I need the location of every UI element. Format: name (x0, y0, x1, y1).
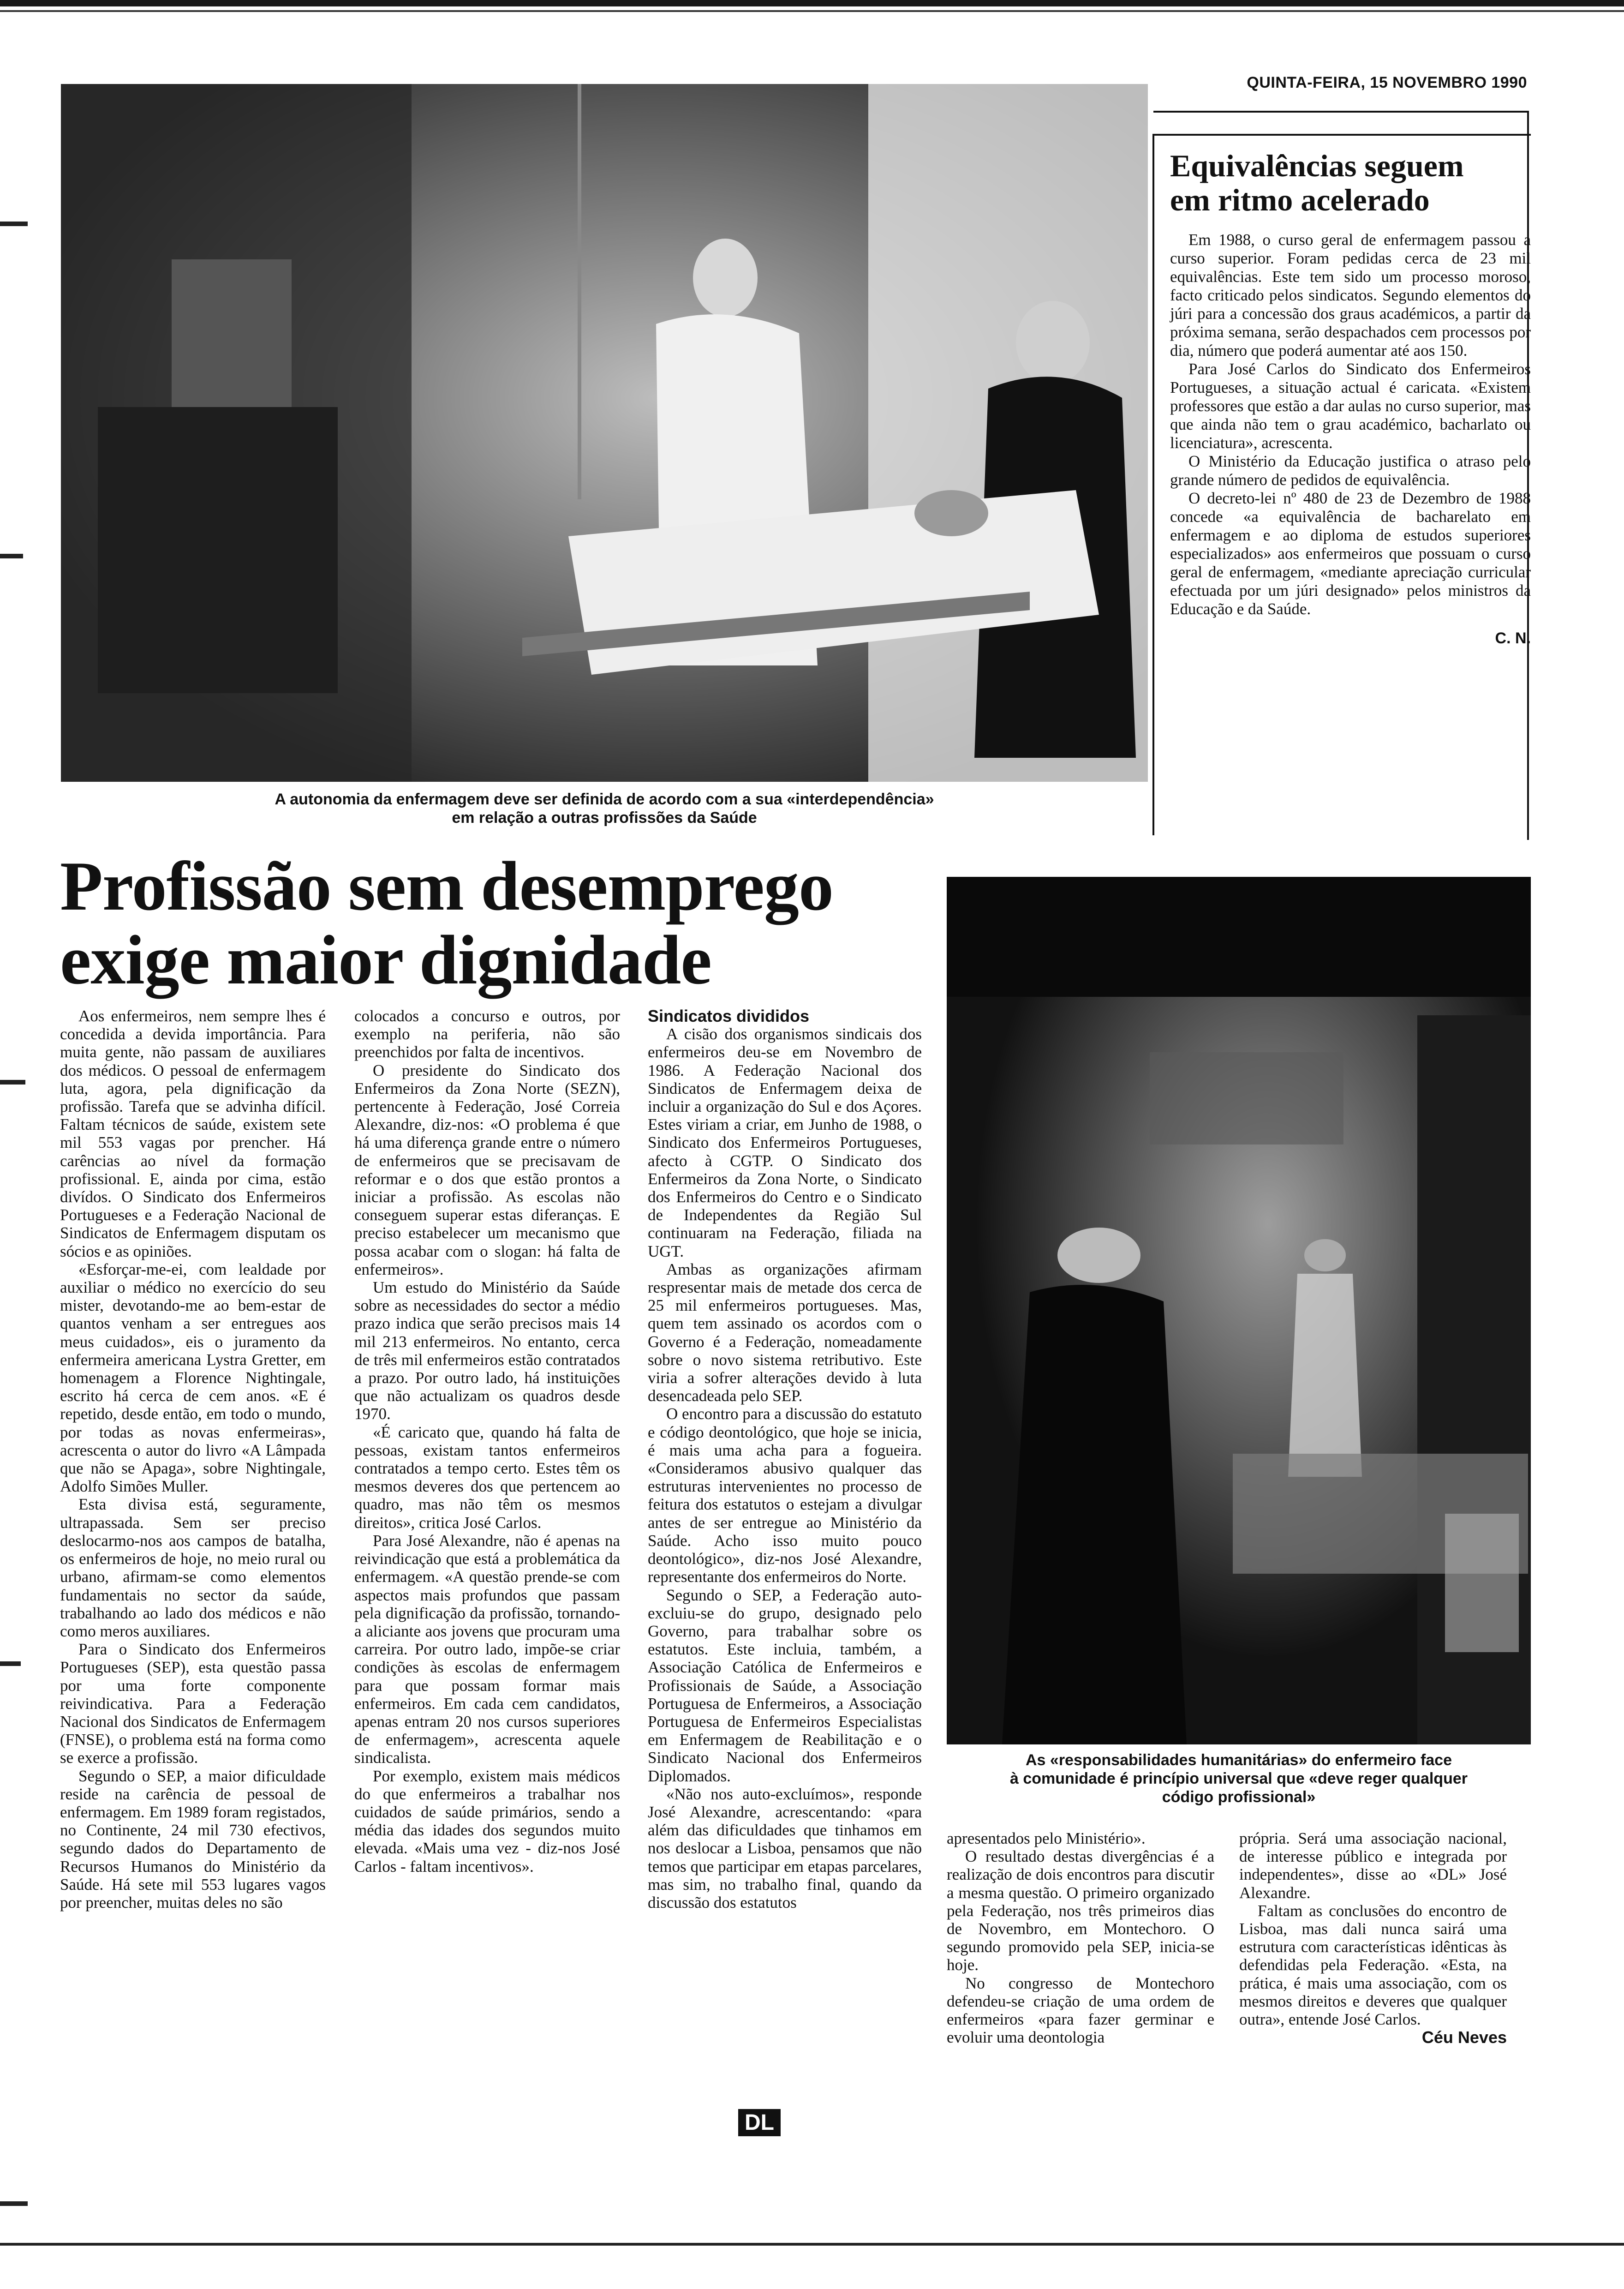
page-folio-logo (738, 2109, 830, 2137)
paragraph: própria. Será uma associação nacional, de interesse público e integrada por independentes», disse ao «DL» José Alexandre. (1239, 1829, 1507, 1902)
paragraph: A cisão dos organismos sindicais dos enfermeiros deu-se em Novembro de 1986. A Federação Nacional dos Sindicatos de Enfermagem deixa de incluir a organização do Sul e dos Açores. Estes viriam a criar, em Junho de 1988, o Sindicato dos Enfermeiros Portugueses, afecto à CGTP. O Sindicato dos Enfermeiros da Zona Norte, o Sindicato dos Enfermeiros do Centro e o Sindicato de Independentes da Região Sul continuaram na Federação, filiada na UGT. (648, 1025, 922, 1260)
bottom-rule (0, 2243, 1624, 2246)
subheading: Sindicatos divididos (648, 1007, 810, 1025)
paragraph: «Não nos auto-excluímos», responde José Alexandre, acrescentando: «para além das dificuldades que tinhamos em nos deslocar a Lisboa, pensamos que não temos que participar em etapas parcelares, mas sim, no trabalho final, quando da discussão dos estatutos (648, 1785, 922, 1911)
paragraph: Ambas as organizações afirmam respresentar mais de metade dos cerca de 25 mil enfermeiros portugueses. Mas, quem tem assinado os acordos com o Governo é a Federação, nomeadamente sobre o novo sistema retributivo. Este viria a sofrer alterações devido à luta desencadeada pelo SEP. (648, 1260, 922, 1405)
sidebar-top-rule (1153, 111, 1529, 113)
article-column-1 (60, 1007, 326, 1911)
margin-tick (0, 554, 23, 558)
paragraph: apresentados pelo Ministério». (947, 1829, 1146, 1847)
sidebar-paragraph: Em 1988, o curso geral de enfermagem passou a curso superior. Foram pedidas cerca de 23 mil equivalências. Este tem sido um processo moroso, facto criticado pelos sindicatos. Segundo elementos do júri para a concessão dos graus académicos, a partir da próxima semana, serão despachados cem processos por dia, número que poderá aumentar até aos 150. (1170, 231, 1531, 360)
paragraph: Um estudo do Ministério da Saúde sobre as necessidades do sector a médio prazo indica que serão precisos mais 14 mil 213 enfermeiros. No entanto, cerca de três mil enfermeiros estão contratados a prazo. Por outro lado, há instituições que não actualizam os quadros desde 1970. (354, 1278, 620, 1423)
article-column-3 (648, 1007, 922, 1911)
top-photo-caption (61, 790, 1148, 827)
article-column-5 (1239, 1829, 1507, 2046)
caption-line: código profissional» (1162, 1788, 1316, 1806)
caption-line: As «responsabilidades humanitárias» do enfermeiro face (1026, 1751, 1452, 1769)
article-column-2 (354, 1007, 620, 1876)
right-photo-caption (947, 1751, 1531, 1806)
paragraph: O presidente do Sindicato dos Enfermeiros da Zona Norte (SEZN), pertencente à Federação, José Correia Alexandre, diz-nos: «O problema é que há uma diferença grande entre o número de enfermeiros que se precisavam de reformar e o dos que estão prontos a iniciar a profissão. As escolas não conseguem superar estas diferanças. E preciso estabelecer um mecanismo que possa acabar com o slogan: há falta de enfermeiros». (354, 1061, 620, 1278)
paragraph: colocados a concurso e outros, por exemplo na periferia, não são preenchidos por falta de incentivos. (354, 1007, 620, 1061)
sidebar-signature: C. N. (1495, 629, 1531, 647)
author-signature: Céu Neves (1421, 2028, 1507, 2047)
paragraph: O resultado destas divergências é a realização de dois encontros para discutir a mesma questão. O primeiro organizado pela Federação, nos três primeiros dias de Novembro, em Montechoro. O segundo promovido pela SEP, inicia-se hoje. (947, 1847, 1214, 1974)
margin-tick (0, 222, 28, 226)
caption-line: em relação a outras profissões da Saúde (452, 809, 757, 827)
paragraph: «É caricato que, quando há falta de pessoas, existam tantos enfermeiros contratados a tempo certo. Estes têm os mesmos deveres dos que pertencem ao quadro, mas não têm os mesmos direitos», critica José Carlos. (354, 1423, 620, 1532)
top-rule (0, 0, 1624, 6)
paragraph: Para o Sindicato dos Enfermeiros Portugueses (SEP), esta questão passa por uma forte componente reivindicativa. Para a Federação Nacional dos Sindicatos de Enfermagem (FNSE), o problema está na forma como se exerce a profissão. (60, 1640, 326, 1767)
sidebar-box (1152, 134, 1531, 835)
paragraph: «Esforçar-me-ei, com lealdade por auxiliar o médico no exercício do seu mister, devotando-me ao bem-estar de quantos venham a ser entregues aos meus cuidados», eis o juramento da enfermeira americana Lystra Gretter, em homenagem a Florence Nightingale, escrito há cerca de cem anos. «E é repetido, desde então, em todo o mundo, por todas as novas enfermeiras», acrescenta o autor do livro «A Lâmpada que não se Apaga», sobre Nightingale, Adolfo Simões Muller. (60, 1260, 326, 1496)
hospital-corridor-photo (947, 877, 1531, 1744)
paragraph: O encontro para a discussão do estatuto e código deontológico, que hoje se inicia, é mais uma acha para a fogueira. «Consideramos abusivo qualquer das estruturas intervenientes no processo de feitura dos estatutos o estejam a divulgar antes de ser entregue ao Ministério da Saúde. Acho isso muito pouco deontológico», diz-nos José Alexandre, representante dos enfermeiros do Norte. (648, 1405, 922, 1586)
paragraph: Por exemplo, existem mais médicos do que enfermeiros a trabalhar nos cuidados de saúde primários, sendo a média das idades dos segundos muito elevada. «Mais uma vez - diz-nos José Carlos - faltam incentivos». (354, 1767, 620, 1876)
paragraph: Esta divisa está, seguramente, ultrapassada. Sem ser preciso deslocarmo-nos aos campos de batalha, os enfermeiros de hoje, no meio rural ou urbano, afirmam-se como elementos fundamentais no sector da saúde, trabalhando ao lado dos médicos e não como meros auxiliares. (60, 1495, 326, 1640)
sidebar-paragraph: Para José Carlos do Sindicato dos Enfermeiros Portugueses, a situação actual é caricata. «Existem professores que estão a dar aulas no curso superior, mas que ainda não tem o grau académico, bacharlato ou licenciatura», acrescenta. (1170, 360, 1531, 452)
folio-mark: DL (738, 2109, 781, 2136)
dateline: QUINTA-FEIRA, 15 NOVEMBRO 1990 (1247, 74, 1527, 91)
headline (60, 849, 937, 997)
sidebar-text (1170, 231, 1531, 618)
ward-photo-illustration (61, 84, 1148, 782)
hospital-ward-photo (61, 84, 1148, 782)
caption-line: à comunidade é princípio universal que «deve reger qualquer (1010, 1770, 1468, 1787)
paragraph: Para José Alexandre, não é apenas na reivindicação que está a problemática da enfermagem. «A questão prende-se com aspectos mais profundos que passam pela dignificação da profissão, tornando-a aliciante aos jovens que procuram uma carreira. Por outro lado, impõe-se criar condições às escolas de enfermagem para que possam formar mais enfermeiros. Em cada cem candidatos, apenas entram 20 nos cursos superiores de enfermagem», acrescenta aquele sindicalista. (354, 1531, 620, 1767)
headline-line: Profissão sem desemprego (60, 847, 833, 925)
margin-tick (0, 2201, 28, 2206)
margin-tick (0, 1661, 21, 1666)
headline-line: exige maior dignidade (60, 921, 711, 999)
sidebar-title: Equivalências seguem em ritmo acelerado (1170, 148, 1464, 217)
sidebar-paragraph: O decreto-lei nº 480 de 23 de Dezembro de 1988 concede «a equivalência de bacharelato em enfermagem e ao diploma de estudos superiores especializados» aos enfermeiros que possuam o curso geral de enfermagem, «mediante apreciação curricular efectuada por um júri designado» pelos ministros da Educação e da Saúde. (1170, 489, 1531, 618)
caption-line: A autonomia da enfermagem deve ser definida de acordo com a sua «interdependência» (275, 791, 934, 808)
paragraph: Aos enfermeiros, nem sempre lhes é concedida a devida importância. Para muita gente, não passam de auxiliares dos médicos. O pessoal de enfermagem luta, agora, pela dignificação da profissão. Tarefa que se advinha difícil. Faltam técnicos de saúde, existem sete mil 553 vagas por prencher. Há carências ao nível da formação profissional. E, ainda por cima, estão divídos. O Sindicato dos Enfermeiros Portugueses e a Federação Nacional de Sindicatos de Enfermagem disputam os sócios e as opiniões. (60, 1007, 326, 1260)
corridor-photo-illustration (947, 877, 1531, 1744)
paragraph: Faltam as conclusões do encontro de Lisboa, mas dali nunca sairá uma estrutura com características idênticas às defendidas pela Federação. «Esta, na prática, é mais uma associação, com os mesmos direitos e deveres que qualquer outra», entende José Carlos. (1239, 1901, 1507, 2029)
margin-tick (0, 1080, 25, 1085)
article-column-4 (947, 1829, 1214, 2046)
paragraph: No congresso de Montechoro defendeu-se criação de uma ordem de enfermeiros «para fazer germinar e evoluir uma deontologia (947, 1974, 1214, 2047)
top-rule-thin (0, 10, 1624, 12)
paragraph: Segundo o SEP, a maior dificuldade reside na carência de pessoal de enfermagem. Em 1989 foram registados, no Continente, 24 mil 730 efectivos, segundo dados do Departamento de Recursos Humanos do Ministério da Saúde. Há sete mil 553 lugares vagos por preencher, muitas deles no são (60, 1767, 326, 1911)
paragraph: Segundo o SEP, a Federação auto-excluiu-se do grupo, designado pelo Governo, para trabalhar sobre os estatutos. Este incluia, também, a Associação Católica de Enfermeiros e Profissionais de Saúde, a Associação Portuguesa de Enfermeiros, a Associação Portuguesa de Enfermeiros Especialistas em Enfermagem de Reabilitação e o Sindicato Nacional dos Enfermeiros Diplomados. (648, 1586, 922, 1785)
sidebar-paragraph: O Ministério da Educação justifica o atraso pelo grande número de pedidos de equivalência. (1170, 452, 1531, 489)
